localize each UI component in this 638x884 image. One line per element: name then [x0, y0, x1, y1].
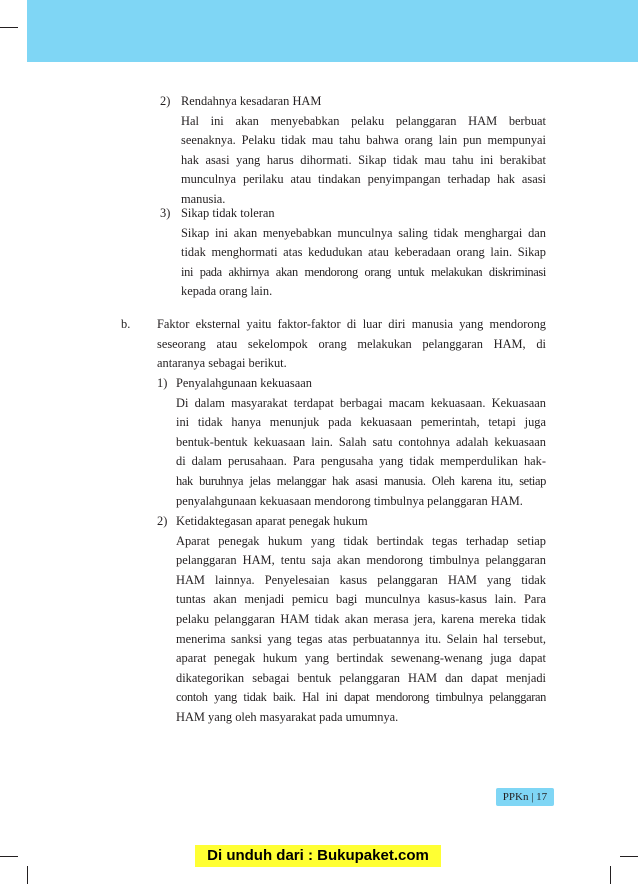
text-line: Hal ini akan menyebabkan pelaku pelanggaran HAM berbuat	[181, 113, 546, 128]
header-band	[27, 0, 638, 62]
text-line: manusia.	[181, 191, 226, 206]
item-title: Sikap tidak toleran	[181, 206, 275, 220]
item-title: Penyalahgunaan kekuasaan	[176, 376, 312, 390]
text-line: dikategorikan sebagai bentuk pelanggaran HAM dan dapat menjadi	[176, 670, 546, 685]
item-number: 1)	[157, 376, 168, 390]
text-line: ini tidak hanya menunjuk pada kekuasaan pemerintah, tetapi juga	[176, 415, 546, 430]
section-intro	[157, 315, 546, 374]
section-label: b.	[121, 317, 131, 331]
text-line: penyalahgunaan kekuasaan mendorong timbulnya pelanggaran HAM.	[176, 493, 523, 508]
text-line: munculnya perilaku atau tindakan penyimpangan terhadap hak asasi	[181, 172, 546, 187]
crop-mark	[610, 866, 611, 884]
text-line: di dalam perusahaan. Para pengusaha yang tidak memperdulikan hak-	[176, 454, 546, 469]
item-body	[181, 112, 546, 210]
crop-mark	[620, 856, 638, 857]
crop-mark	[0, 856, 18, 857]
item-body	[176, 532, 546, 728]
text-line: ini pada akhirnya akan mendorong orang untuk melakukan diskriminasi	[181, 264, 546, 279]
item-body	[176, 394, 546, 512]
text-line: kepada orang lain.	[181, 284, 273, 299]
crop-mark	[27, 866, 28, 884]
text-line: seseorang atau sekelompok orang melakukan pelanggaran HAM, di	[157, 336, 546, 351]
text-line: pelanggaran HAM, tentu saja akan mendorong timbulnya pelanggaran	[176, 553, 546, 568]
text-line: bentuk-bentuk kekuasaan lain. Salah satu contohnya adalah kekuasaan	[176, 434, 546, 449]
item-title: Ketidaktegasan aparat penegak hukum	[176, 514, 368, 528]
text-line: hak buruhnya jelas melanggar hak asasi manusia. Oleh karena itu, setiap	[176, 473, 546, 488]
item-number: 3)	[160, 206, 171, 220]
page-number-badge: PPKn | 17	[496, 788, 554, 806]
item-number: 2)	[160, 94, 171, 108]
text-line: HAM yang oleh masyarakat pada umumnya.	[176, 709, 399, 724]
text-line: Di dalam masyarakat terdapat berbagai macam kekuasaan. Kekuasaan	[176, 395, 546, 410]
text-line: tidak menghormati atas kedudukan atau keberadaan orang lain. Sikap	[181, 245, 546, 260]
text-line: hak asasi yang harus dihormati. Sikap tidak mau tahu ini berakibat	[181, 152, 546, 167]
text-line: contoh yang tidak baik. Hal ini dapat mendorong timbulnya pelanggaran	[176, 690, 546, 705]
item-title: Rendahnya kesadaran HAM	[181, 94, 322, 108]
text-line: seenaknya. Pelaku tidak mau tahu bahwa orang lain pun mempunyai	[181, 133, 546, 148]
text-line: aparat penegak hukum yang bertindak sewenang-wenang juga dapat	[176, 651, 546, 666]
text-line: HAM lainnya. Penyelesaian kasus pelanggaran HAM yang tidak	[176, 572, 546, 587]
item-body	[181, 224, 546, 302]
text-line: Faktor eksternal yaitu faktor-faktor di luar diri manusia yang mendorong	[157, 317, 546, 331]
crop-mark	[0, 27, 18, 28]
item-number: 2)	[157, 514, 168, 528]
text-line: Sikap ini akan menyebabkan munculnya saling tidak menghargai dan	[181, 225, 546, 240]
download-source-banner[interactable]: Di unduh dari : Bukupaket.com	[195, 845, 441, 867]
text-line: antaranya sebagai berikut.	[157, 356, 287, 371]
text-line: menerima sanksi yang tegas atas perbuatannya itu. Selain hal tersebut,	[176, 631, 546, 646]
text-line: tuntas akan menjadi pemicu bagi munculnya kasus-kasus lain. Para	[176, 592, 546, 607]
text-line: Aparat penegak hukum yang tidak bertindak tegas terhadap setiap	[176, 533, 546, 548]
text-line: pelaku pelanggaran HAM tidak akan merasa jera, karena mereka tidak	[176, 611, 546, 626]
